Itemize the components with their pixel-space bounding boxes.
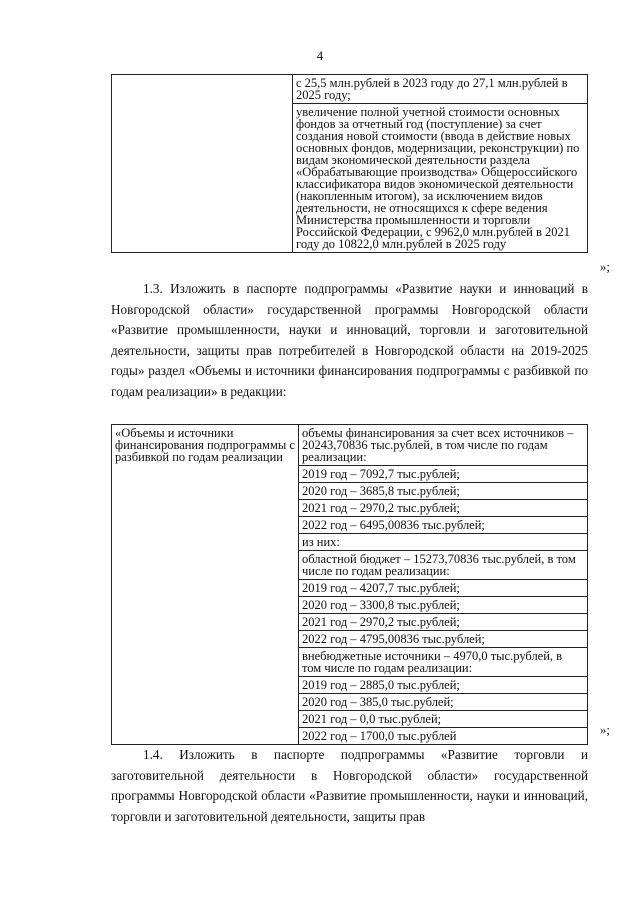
table-cell: 2019 год – 4207,7 тыс.рублей; <box>299 580 588 597</box>
table-cell: 2020 год – 3685,8 тыс.рублей; <box>299 483 588 500</box>
closing-quote: »; <box>599 722 610 737</box>
table-cell: 2019 год – 2885,0 тыс.рублей; <box>299 677 588 694</box>
table-cell: увеличение полной учетной стоимости основных фондов за отчетный год (поступление) за счет создания новой стоимости (ввода в действие новых основных фондов, модернизации, реконструкции) по видам экономической деятельности раздела «Обрабатывающие производства» Общероссийского классификатора видов экономической деятельности (накопленным итогом), за исключением видов деятельности, не относящихся к сфере ведения Министерства промышленности и торговли Российской Федерации, с 9962,0 млн.рублей в 2021 году до 10822,0 млн.рублей в 2025 году <box>293 104 588 253</box>
table-cell: 2020 год – 385,0 тыс.рублей; <box>299 694 588 711</box>
paragraph-1-4: 1.4. Изложить в паспорте подпрограммы «Развитие торговли и заготовительной деятельности в Новгородской области» государственной программы Новгородской области «Развитие промышленности, науки и инноваций, торговли и заготовительной деятельности, защиты прав <box>111 747 588 824</box>
table-cell: 2022 год – 4795,00836 тыс.рублей; <box>299 631 588 648</box>
table-cell: 2022 год – 6495,00836 тыс.рублей; <box>299 517 588 534</box>
page-number: 4 <box>316 48 324 63</box>
financing-table <box>111 424 588 745</box>
table-cell: областной бюджет – 15273,70836 тыс.рублей, в том числе по годам реализации: <box>299 551 588 580</box>
closing-quote: »; <box>599 259 610 274</box>
table-cell: из них: <box>299 534 588 551</box>
table-cell: 2019 год – 7092,7 тыс.рублей; <box>299 466 588 483</box>
table-cell: 2020 год – 3300,8 тыс.рублей; <box>299 597 588 614</box>
table-cell: объемы финансирования за счет всех источников – 20243,70836 тыс.рублей, в том числе по годам реализации: <box>299 425 588 466</box>
table-row <box>112 75 588 104</box>
indicators-table-continued <box>111 74 588 253</box>
table-cell: 2021 год – 0,0 тыс.рублей; <box>299 711 588 728</box>
paragraph-1-3: 1.3. Изложить в паспорте подпрограммы «Развитие науки и инноваций в Новгородской области» государственной программы Новгородской области «Развитие промышленности, науки и инноваций, торговли и заготовительной деятельности, защиты прав потребителей в Новгородской области на 2019-2025 годы» раздел «Объемы и источники финансирования подпрограммы с разбивкой по годам реализации» в редакции: <box>111 281 588 399</box>
table-cell: 2021 год – 2970,2 тыс.рублей; <box>299 614 588 631</box>
table-row <box>112 425 588 466</box>
financing-label: «Объемы и источники финансирования подпрограммы с разбивкой по годам реализации <box>112 425 299 745</box>
table-cell: внебюджетные источники – 4970,0 тыс.рублей, в том числе по годам реализации: <box>299 648 588 677</box>
table-cell: 2022 год – 1700,0 тыс.рублей <box>299 728 588 745</box>
table-cell-empty <box>112 75 293 253</box>
table-cell: с 25,5 млн.рублей в 2023 году до 27,1 млн.рублей в 2025 году; <box>293 75 588 104</box>
table-cell: 2021 год – 2970,2 тыс.рублей; <box>299 500 588 517</box>
